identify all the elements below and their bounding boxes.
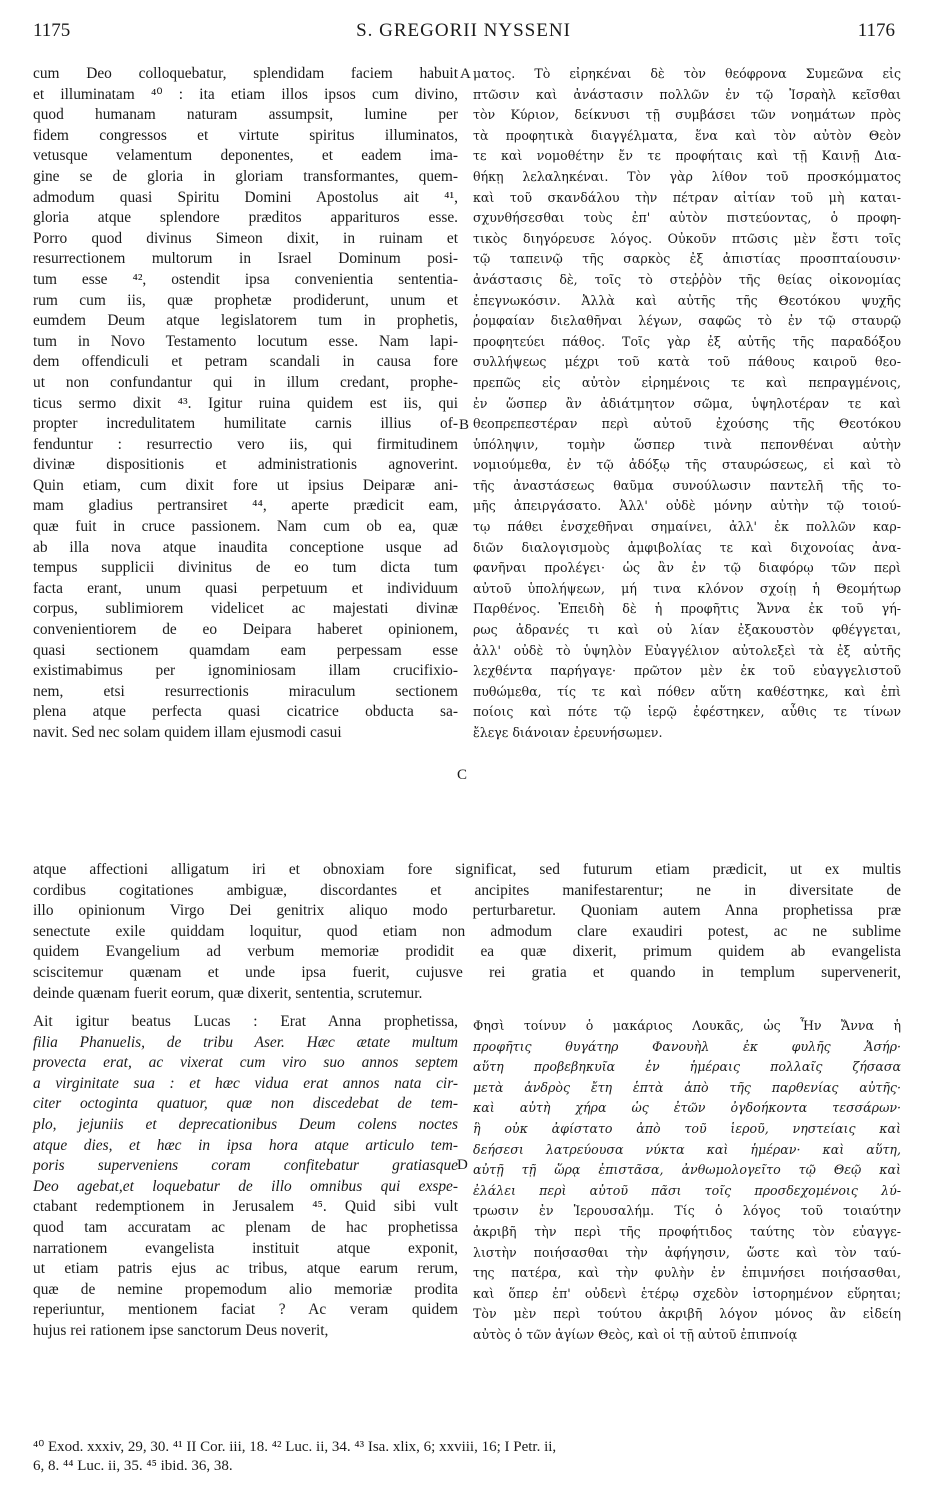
text-line: ποίοις καὶ πότε τῷ ἱερῷ ἐφέστηκεν, αὖθις τε τίνων	[473, 704, 901, 720]
text-line: προφητεύει πάθος. Τοῖς γὰρ ἐξ αὐτῆς τῆς παραδόξου	[473, 333, 901, 349]
text-line: ματος. Τὸ εἰρηκέναι δὲ τὸν θεόφρονα Συμεῶνα εἰς	[473, 66, 901, 81]
text-line: της πατέρα, καὶ τὴν φυλὴν ἐν ἐπιμνήσει ποιήσασθαι,	[473, 1265, 901, 1281]
text-line: sciscitemur quænam et unde ipsa fuerit, cujusve rei gratia et quando in templum supervenerit,	[33, 963, 901, 981]
text-line: propter incredulitatem humilitate carnis illius of-	[33, 415, 458, 433]
text-line: λεχθέντα παρήγαγε· πρῶτον μὲν ἐκ τοῦ εὐαγγελιστοῦ	[473, 663, 901, 679]
text-line: vetusque velamentum deponentes, et eadem ima-	[33, 147, 458, 165]
text-line: λιστὴν ποιήσασθαι τὴν ἀφήγησιν, ὥστε καὶ τὸν ταύ-	[473, 1244, 901, 1260]
text-line: Παρθένος. Ἐπειδὴ δὲ ἡ προφῆτις Ἄννα ἐκ τοῦ γή-	[473, 601, 901, 617]
text-line: gloria atque splendore præditos apparituros esse.	[33, 209, 458, 227]
text-line: τῆς ἀναστάσεως θαῦμα συνούλωσιν παντελῆ τῆς το-	[473, 477, 901, 493]
text-line: et illuminatam ⁴⁰ : ita etiam illos ipsos cum divino,	[33, 85, 458, 103]
text-line: τῷ ταπεινῷ τῆς σαρκὸς ἐξ ἀπιστίας προσπταίουσιν·	[473, 251, 901, 267]
text-line: μετὰ ἀνδρὸς ἔτη ἑπτὰ ἀπὸ τῆς παρθενίας αὐτῆς·	[473, 1079, 901, 1095]
text-line: ὑπόληψιν, τομὴν ὥσπερ τινὰ πεπονθέναι αὐτὴν	[473, 436, 901, 452]
text-line: eumdem Deum atque legislatorem tum in prophetis,	[33, 312, 458, 330]
running-title: S. GREGORII NYSSENI	[356, 20, 571, 41]
text-line: hujus rei rationem ipse sanctorum Deus noverit,	[33, 1321, 329, 1339]
footnotes	[33, 1438, 901, 1476]
text-line: τικὸς διηγόρευσε λόγος. Οὐκοῦν πτῶσις μὲν ἔστι τοῖς	[473, 230, 901, 246]
text-line: senectute exile quiddam loquitur, quod etiam non admodum clare exaudiri potest, ac ne sublime	[33, 922, 901, 940]
text-line: Porro quod divinus Simeon dixit, in ruinam et	[33, 229, 458, 247]
latin-column-bottom	[33, 1012, 458, 1342]
text-line: αὐτὸς ὁ τῶν ἁγίων Θεὸς, καὶ οἱ τῇ αὐτοῦ ἐπιπνοίᾳ	[473, 1326, 798, 1342]
text-line: σχυνθήσεσθαι τοὺς ἐπ' αὐτὸν πιστεύοντας, ὁ προφη-	[473, 210, 901, 226]
text-line: ἀλλ' οὐδὲ τὸ ὑψηλὸν Εὐαγγέλιον αὐτολεξεὶ τὰ ἐξ αὐτῆς	[473, 642, 901, 658]
text-line: atque dies, et hæc in ipsa hora atque articulo tem-	[33, 1136, 458, 1154]
text-line: admodum quasi Spiritu Domini Apostolus ait ⁴¹,	[33, 188, 458, 206]
text-line: tum esse ⁴², ostendit ipsa convenientia sententia-	[33, 270, 458, 288]
text-line: provecta erat, ac vixerat cum viro suo annos septem	[33, 1054, 458, 1072]
text-line: τῳ πάθει ἐνσχεθῆναι σημαίνει, ἀλλ' ἐκ πολλῶν καρ-	[473, 519, 901, 535]
text-line: καὶ αὐτὴ χήρα ὡς ἐτῶν ὀγδοήκοντα τεσσάρων·	[473, 1100, 901, 1116]
text-line: fenduntur : resurrectio vero iis, qui firmitudinem	[33, 435, 458, 453]
text-line: resurrectionem multorum in Israel Dominum posi-	[33, 250, 458, 268]
text-line: τὸν Κύριον, δείκνυσι τῇ συμβάσει τῶν νοημάτων πρὸς	[473, 107, 901, 123]
text-line: αὕτη προβεβηκυῖα ἐν ἡμέραις πολλαῖς ζήσασα	[473, 1059, 901, 1075]
text-line: tempus supplicii divinitus de eo tum dicta tum	[33, 559, 458, 577]
text-line: θήκῃ λελαληκέναι. Τὸν γὰρ λίθον τοῦ προσκόμματος	[473, 168, 901, 184]
margin-letter-c: C	[457, 767, 468, 783]
text-line: πτῶσιν καὶ ἀνάστασιν πολλῶν ἐν τῷ Ἰσραὴλ κεῖσθαι	[473, 86, 901, 102]
margin-letter-b: B	[459, 417, 470, 433]
text-line: διῶν διαλογισμοὺς ἀμφιβολίας τε καὶ διχονοίας ἀνα-	[473, 539, 901, 555]
text-line: ab illa nova atque inaudita conceptione usque ad	[33, 538, 458, 556]
text-line: Quin etiam, cum dixit fore ut ipsius Deiparæ ani-	[33, 476, 458, 494]
text-line: ἣ οὐκ ἀφίστατο ἀπὸ τοῦ ἱεροῦ, νηστείαις καὶ	[473, 1120, 901, 1136]
text-line: mam gladius pertransiret ⁴⁴, aperte prædicit eam,	[33, 497, 458, 515]
text-line: τὰ προφητικὰ διαγγέλματα, ἕνα καὶ τὸν αὐτὸν Θεὸν	[473, 127, 901, 143]
text-line: fidem congressos et virtute spiritus illuminatos,	[33, 126, 458, 144]
text-line: convenientiorem de eo Deipara haberet opinionem,	[33, 621, 458, 639]
text-line: ut non confundantur qui in illum credant, prophe-	[33, 373, 458, 391]
footnote-line: ⁴⁰ Exod. xxxiv, 29, 30. ⁴¹ II Cor. iii, 18. ⁴² Luc. ii, 34. ⁴³ Isa. xlix, 6; xxviii, 16; I Petr. ii,	[33, 1439, 557, 1455]
text-line: ctabant redemptionem in Jerusalem ⁴⁵. Quid sibi vult	[33, 1198, 458, 1216]
text-line: τρωσιν ἐν Ἱερουσαλήμ. Τίς ὁ λόγος τοῦ τοιαύτην	[473, 1203, 901, 1219]
text-line: Ait igitur beatus Lucas : Erat Anna prophetissa,	[33, 1013, 458, 1030]
text-line: ἀνάστασις δὲ, τοῖς τὸ στεῤῥὸν τῆς θείας οἰκονομίας	[473, 271, 901, 287]
text-line: ῥομφαίαν διελαθῆναι λέγων, σαφῶς τὸ ἐν τῷ σταυρῷ	[473, 313, 901, 329]
text-line: nem, etsi resurrectionis miraculum sectionem	[33, 682, 458, 700]
text-line: ρως ἀδρανές τι καὶ οὐ λίαν ἐξακουστὸν φθέγγεται,	[473, 622, 901, 638]
text-line: τε καὶ νομοθέτην ἔν τε προφήταις καὶ τῇ Καινῇ Δια-	[473, 148, 901, 164]
text-line: quod humanam naturam assumpsit, lumine per	[33, 106, 458, 124]
text-line: καὶ τοῦ σκανδάλου τὴν πέτραν αἰτίαν τοῦ μὴ καται-	[473, 189, 901, 205]
text-line: dem offendiculi et petram scandali in causa fore	[33, 353, 458, 371]
text-line: cordibus cogitationes ambiguæ, discordantes et ancipites manifestarentur; ne in diversitate de	[33, 881, 901, 899]
text-line: Φησὶ τοίνυν ὁ μακάριος Λουκᾶς, ὡς Ἦν Ἄννα ἡ	[473, 1018, 901, 1033]
text-line: ticus sermo dixit ⁴³. Igitur ruina quidem est iis, qui	[33, 394, 458, 412]
text-line: ἔλεγε διάνοιαν ἐρευνήσωμεν.	[473, 725, 663, 740]
text-line: ἐλάλει περὶ αὐτοῦ πᾶσι τοῖς προσδεχομένοις λύ-	[473, 1182, 901, 1198]
text-line: rum cum iis, quæ prophetæ prodiderunt, unum et	[33, 291, 458, 309]
text-line: καὶ ὅπερ ἐπ' οὐδενὶ ἑτέρῳ σχεδὸν ἱστορημένον εὕρηται;	[473, 1285, 901, 1301]
text-line: ἀκριβῆ τὴν περὶ τῆς προφήτιδος ταύτης τὸν εὐαγγε-	[473, 1223, 901, 1239]
text-line: tum in Novo Testamento locutum esse. Nam lapi-	[33, 332, 458, 350]
text-line: Deo agebat,et loquebatur de illo omnibus qui exspe-	[33, 1177, 458, 1195]
footnote-line: 6, 8. ⁴⁴ Luc. ii, 35. ⁴⁵ ibid. 36, 38.	[33, 1458, 233, 1474]
text-line: μῆς ἀπειργάσατο. Ἀλλ' οὐδὲ μόνην αὐτὴν τῷ τοιού-	[473, 498, 901, 514]
text-line: πρεπῶς εἰς αὐτὸν εἰρημένοις τε καὶ πεπραγμένοις,	[473, 374, 901, 390]
text-line: νομιούμεθα, ἐν τῷ ἀδόξῳ τῆς σταυρώσεως, εἰ καὶ τὸ	[473, 457, 901, 473]
text-line: δεήσεσι λατρεύουσα νύκτα καὶ ἡμέραν· καὶ αὕτη,	[473, 1141, 901, 1157]
text-line: ἐπεγνωκόσιν. Ἀλλὰ καὶ αὐτῆς τῆς Θεοτόκου ψυχῆς	[473, 292, 901, 308]
text-line: reperiuntur, mentionem faciat ? Ac veram quidem	[33, 1301, 458, 1319]
latin-full-width-paragraph	[33, 860, 901, 1004]
text-line: πυθώμεθα, τίς τε καὶ πόθεν αὕτη καθέστηκε, καὶ ἐπὶ	[473, 683, 901, 699]
text-line: quæ de nemine propemodum alio memoriæ prodita	[33, 1280, 458, 1298]
page-header	[0, 20, 927, 50]
text-line: φανῆναι προλέγει· ὡς ἂν ἐν τῷ διαφόρῳ τῶν περὶ	[473, 560, 901, 576]
text-line: gine se de gloria in gloriam transformantes, quem-	[33, 167, 458, 185]
text-line: προφῆτις θυγάτηρ Φανουὴλ ἐκ φυλῆς Ἀσήρ·	[473, 1038, 901, 1054]
text-line: plo, jejuniis et deprecationibus Deum colens noctes	[33, 1115, 458, 1133]
text-line: quæ fuit in cruce passionem. Nam cum ob ea, quæ	[33, 518, 458, 536]
greek-column-top	[473, 64, 901, 744]
text-line: συλλήψεως μέχρι τοῦ κατὰ τοῦ πάθους καιροῦ θεο-	[473, 354, 901, 370]
page-number-left: 1175	[33, 20, 71, 41]
text-line: αὐτῇ τῇ ὥρᾳ ἐπιστᾶσα, ἀνθωμολογεῖτο τῷ Θεῷ καὶ	[473, 1162, 901, 1178]
text-line: ἐν ὥσπερ ἂν ἀδιάτμητον σῶμα, ὑψηλοτέραν τε καὶ	[473, 395, 901, 411]
text-line: navit. Sed nec solam quidem illam ejusmodi casui	[33, 724, 342, 741]
text-line: cum Deo colloquebatur, splendidam faciem habuit	[33, 65, 458, 82]
text-line: poris superveniens coram confitebatur gratiasque	[33, 1157, 458, 1175]
text-line: plena atque perfecta quasi cicatrice obducta sa-	[33, 703, 458, 721]
text-line: αὐτοῦ ὑπολήψεων, μή τινα κλόνον σχοίῃ ἡ Θεομήτωρ	[473, 580, 901, 596]
text-line: ut etiam patris ejus ac tribus, atque earum rerum,	[33, 1260, 458, 1278]
text-line: a virginitate sua : et hæc vidua erat annos nata cir-	[33, 1074, 458, 1092]
margin-letter-a: A	[460, 66, 471, 82]
text-line: divinæ dispositionis et administrationis agnoverint.	[33, 456, 458, 474]
text-line: filia Phanuelis, de tribu Aser. Hæc ætate multum	[33, 1033, 458, 1051]
text-line: corpus, sublimiorem videlicet ac majestati divinæ	[33, 600, 458, 618]
text-line: existimabimus per ignominiosam illam crucifixio-	[33, 662, 458, 680]
text-line: quidem Evangelium ad verbum memoriæ prodidit ea quæ dixerit, primum quidem ab evangelista	[33, 943, 901, 961]
text-line: facta erant, unum quasi perpetuum et individuum	[33, 579, 458, 597]
margin-letter-d: D	[457, 1157, 468, 1173]
text-line: quasi sectionem quamdam eam perpessam esse	[33, 641, 458, 659]
greek-column-bottom	[473, 1016, 901, 1346]
text-line: quod tam accuratam ac plenam de hac prophetissa	[33, 1218, 458, 1236]
text-line: θεοπρεπεστέραν περὶ αὐτοῦ ἐχούσης τῆς Θεοτόκου	[473, 416, 901, 432]
text-line: Τὸν μὲν περὶ τούτου ἀκριβῆ λόγον μόνος ἂν εἰδείη	[473, 1306, 901, 1322]
latin-column-top	[33, 64, 458, 744]
text-line: citer octoginta quatuor, quæ non discedebat de tem-	[33, 1095, 458, 1113]
text-line: illo opinionum Virgo Dei genitrix aliquo modo perturbaretur. Quoniam autem Anna prophetissa præ	[33, 902, 901, 920]
text-line: deinde quænam fuerit eorum, quæ dixerit, sententia, scrutemur.	[33, 984, 423, 1002]
text-line: narrationem evangelista instituit atque exponit,	[33, 1239, 458, 1257]
text-line: atque affectioni alligatum iri et obnoxiam fore significat, sed futurum etiam prædicit, ut ex multis	[33, 861, 901, 878]
page-number-right: 1176	[857, 20, 895, 41]
